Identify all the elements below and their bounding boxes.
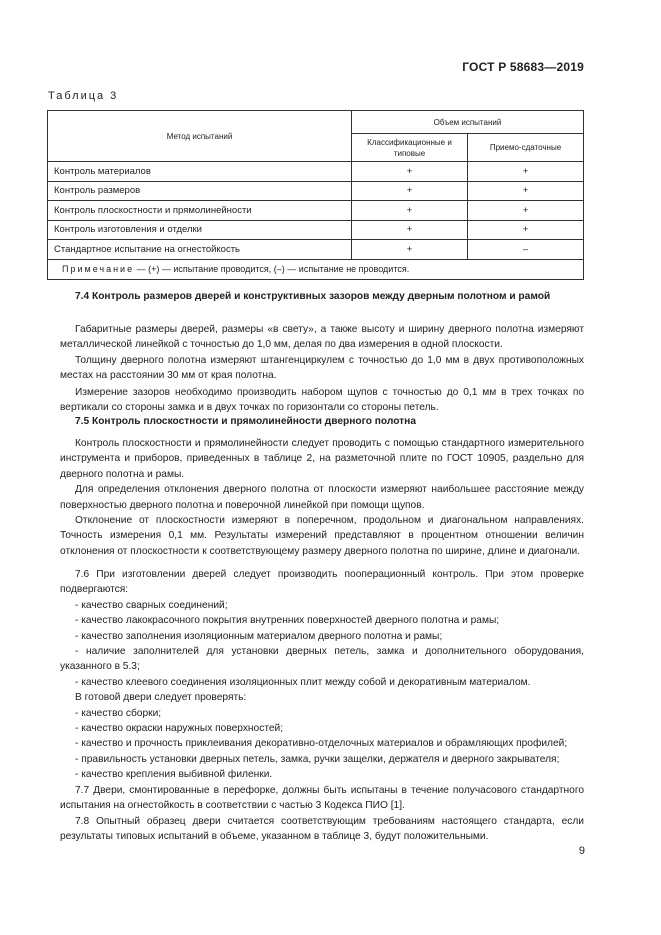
col-header-classification: Классификационные и типовые xyxy=(352,134,468,162)
paragraph: Контроль плоскостности и прямолинейности следует проводить с помощью стандартного измерительного инструмента и приборов, приведенных в таблице 2, на разметочной плите по ГОСТ 10905, раздельно для дверного полотна и рамы. xyxy=(60,438,584,480)
col-header-acceptance: Приемо-сдаточные xyxy=(468,134,584,162)
list-item: - качество заполнения изоляционным материалом дверного полотна и рамы; xyxy=(75,630,443,642)
list-item: - качество крепления выбивной филенки. xyxy=(75,769,273,781)
paragraph: Для определения отклонения дверного полотна от плоскости измеряют наибольшее расстояние между поверхностью дверного полотна и поверочной линейкой при помощи щупов. xyxy=(60,484,584,511)
table-row xyxy=(48,240,584,260)
list-item: - качество лакокрасочного покрытия внутренних поверхностей дверного полотна и рамы; xyxy=(75,615,500,627)
standard-code: ГОСТ Р 58683—2019 xyxy=(462,60,584,74)
section-heading: 7.5 Контроль плоскостности и прямолинейности дверного полотна xyxy=(75,416,416,427)
row-value-class: + xyxy=(352,162,468,182)
col-header-scope: Объем испытаний xyxy=(352,111,584,134)
row-value-accept: – xyxy=(468,240,584,260)
paragraph: 7.7 Двери, смонтированные в перефорке, должны быть испытаны в течение получасового стандартного испытания на огнестойкость в соответствии с частью 3 Кодекса ПИО [1]. xyxy=(60,784,584,812)
row-value-accept: + xyxy=(468,181,584,201)
row-value-accept: + xyxy=(468,201,584,221)
section-7-6 xyxy=(60,567,584,844)
row-value-class: + xyxy=(352,240,468,260)
list-item: - правильность установки дверных петель, замка, ручки защелки, держателя и дверного закрывателя; xyxy=(75,753,560,765)
note-label: Примечание xyxy=(62,264,135,274)
paragraph: В готовой двери следует проверять: xyxy=(75,692,247,704)
row-method: Стандартное испытание на огнестойкость xyxy=(48,240,352,260)
list-item: - наличие заполнителей для установки дверных петель, замка и дополнительного оборудования, указанного в 5.3; xyxy=(60,646,584,673)
table-row xyxy=(48,181,584,201)
row-value-class: + xyxy=(352,201,468,221)
section-heading: 7.4 Контроль размеров дверей и конструктивных зазоров между дверным полотном и рамой xyxy=(75,291,551,302)
paragraph: Измерение зазоров необходимо производить набором щупов с точностью до 0,1 мм в трех точках по вертикали со стороны замка и в двух точках по горизонтали со стороны петель. xyxy=(60,386,584,414)
table-row xyxy=(48,220,584,240)
list-item: - качество окраски наружных поверхностей; xyxy=(75,723,284,735)
list-item: - качество сварных соединений; xyxy=(75,599,228,611)
table-note xyxy=(48,259,584,279)
row-method: Контроль плоскостности и прямолинейности xyxy=(48,201,352,221)
row-method: Контроль материалов xyxy=(48,162,352,182)
row-value-class: + xyxy=(352,181,468,201)
row-method: Контроль размеров xyxy=(48,181,352,201)
table-row xyxy=(48,162,584,182)
row-method: Контроль изготовления и отделки xyxy=(48,220,352,240)
section-7-4 xyxy=(60,289,584,304)
list-item: - качество клеевого соединения изоляционных плит между собой и декоративным материалом. xyxy=(75,676,531,688)
row-value-accept: + xyxy=(468,220,584,240)
note-text: — (+) — испытание проводится, (–) — испытание не проводится. xyxy=(134,264,410,274)
list-item: - качество сборки; xyxy=(75,707,162,719)
section-7-5 xyxy=(60,414,584,429)
paragraph: 7.8 Опытный образец двери считается соответствующим требованиям настоящего стандарта, если результаты типовых испытаний в объеме, указанном в таблице 3, будут положительными. xyxy=(60,815,584,842)
row-value-accept: + xyxy=(468,162,584,182)
page-number: 9 xyxy=(578,845,585,857)
table-caption: Таблица 3 xyxy=(48,90,119,102)
paragraph: Толщину дверного полотна измеряют штангенциркулем с точностью до 1,0 мм в двух противоположных местах на расстоянии 30 мм от края полотна. xyxy=(60,354,584,382)
section-7-4-body xyxy=(60,322,584,415)
section-7-5-body xyxy=(60,436,584,559)
paragraph: 7.6 При изготовлении дверей следует производить пооперационный контроль. При этом проверке подвергаются: xyxy=(60,569,584,596)
paragraph: Отклонение от плоскостности измеряют в поперечном, продольном и диагональном направлениях. Точность измерения 0,1 мм. Результаты измерений представляют в процентном отношении величин отклонения от плоскостности к соответствующему размеру дверного полотна по ширине, длине и диагонали. xyxy=(60,515,584,557)
col-header-method: Метод испытаний xyxy=(48,111,352,162)
test-scope-table xyxy=(47,110,584,280)
paragraph: Габаритные размеры дверей, размеры «в свету», а также высоту и ширину дверного полотна измеряют металлической линейкой с точностью до 1,0 мм, делая по два измерения в одной плоскости. xyxy=(60,324,584,351)
row-value-class: + xyxy=(352,220,468,240)
list-item: - качество и прочность приклеивания декоративно-отделочных материалов и обрамляющих профилей; xyxy=(75,738,568,750)
table-row xyxy=(48,201,584,221)
